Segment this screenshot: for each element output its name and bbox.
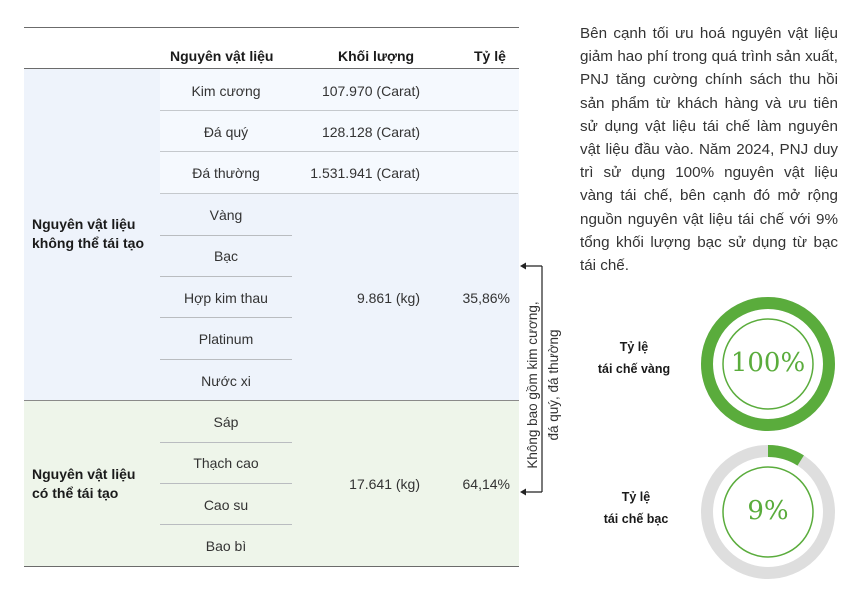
category-renewable [32,465,162,503]
row-separator [160,317,292,318]
note-excludes-gems: Không bao gồm kim cương, đá quý, đá thường [525,301,561,469]
mass-ordinary-stone: 1.531.941 (Carat) [310,165,420,181]
row-separator [160,235,292,236]
ratio-renewable: 64,14% [462,476,510,492]
mass-renewable: 17.641 (kg) [349,476,420,492]
material-diamond: Kim cương [191,83,261,99]
category-renewable-text: Nguyên vật liệu có thể tái tạo [32,466,136,501]
ring-label-gold: Tỷ lệ tái chế vàng [597,340,671,376]
header-mass: Khối lượng [338,48,415,64]
ratio-metals: 35,86% [462,290,510,306]
group-divider [24,400,519,401]
row-separator [160,151,518,152]
material-ordinary-stone: Đá thường [192,165,260,181]
row-separator [160,110,518,111]
material-packaging: Bao bì [205,538,247,554]
mass-gemstone: 128.128 (Carat) [321,124,420,140]
material-wax: Sáp [213,414,239,430]
category-non-renewable-text: Nguyên vật liệu không thể tái tạo [32,216,144,251]
material-plating-water: Nước xi [201,373,251,389]
row-separator [160,524,292,525]
material-rubber: Cao su [203,497,249,513]
header-material: Nguyên vật liệu [170,48,274,64]
material-gold: Vàng [209,207,243,223]
body-paragraph: Bên cạnh tối ưu hoá nguyên vật liệu giảm hao phí trong quá trình sản xuất, PNJ tăng cường chính sách thu hồi sản phẩm từ khách hàng và ưu tiên sử dụng vật liệu tái chế làm nguyên vật liệu đầu vào. Năm 2024, PNJ duy trì sử dụng 100% nguyên vật liệu vàng tái chế, bên cạnh đó mở rộng nguồn nguyên vật liệu tái chế với 9% tổng khối lượng bạc sử dụng từ bạc tái chế. [580,25,838,275]
row-separator [160,483,292,484]
row-separator [160,442,292,443]
row-separator [160,276,292,277]
table-top-rule [24,27,519,28]
mass-metals: 9.861 (kg) [356,290,420,306]
material-gypsum: Thạch cao [193,455,259,471]
row-separator [160,193,518,194]
table-bottom-rule [24,566,519,567]
material-gemstone: Đá quý [203,124,249,140]
category-non-renewable [32,215,162,253]
mass-diamond: 107.970 (Carat) [321,83,420,99]
ring-value-gold: 100% [730,348,806,378]
row-separator [160,359,292,360]
material-platinum: Platinum [198,331,254,347]
header-ratio: Tỷ lệ [474,48,506,64]
ring-value-silver: 9% [747,496,789,526]
material-brass-alloy: Hợp kim thau [184,290,268,306]
ring-label-silver: Tỷ lệ tái chế bạc [603,490,669,526]
material-silver: Bạc [213,248,239,264]
